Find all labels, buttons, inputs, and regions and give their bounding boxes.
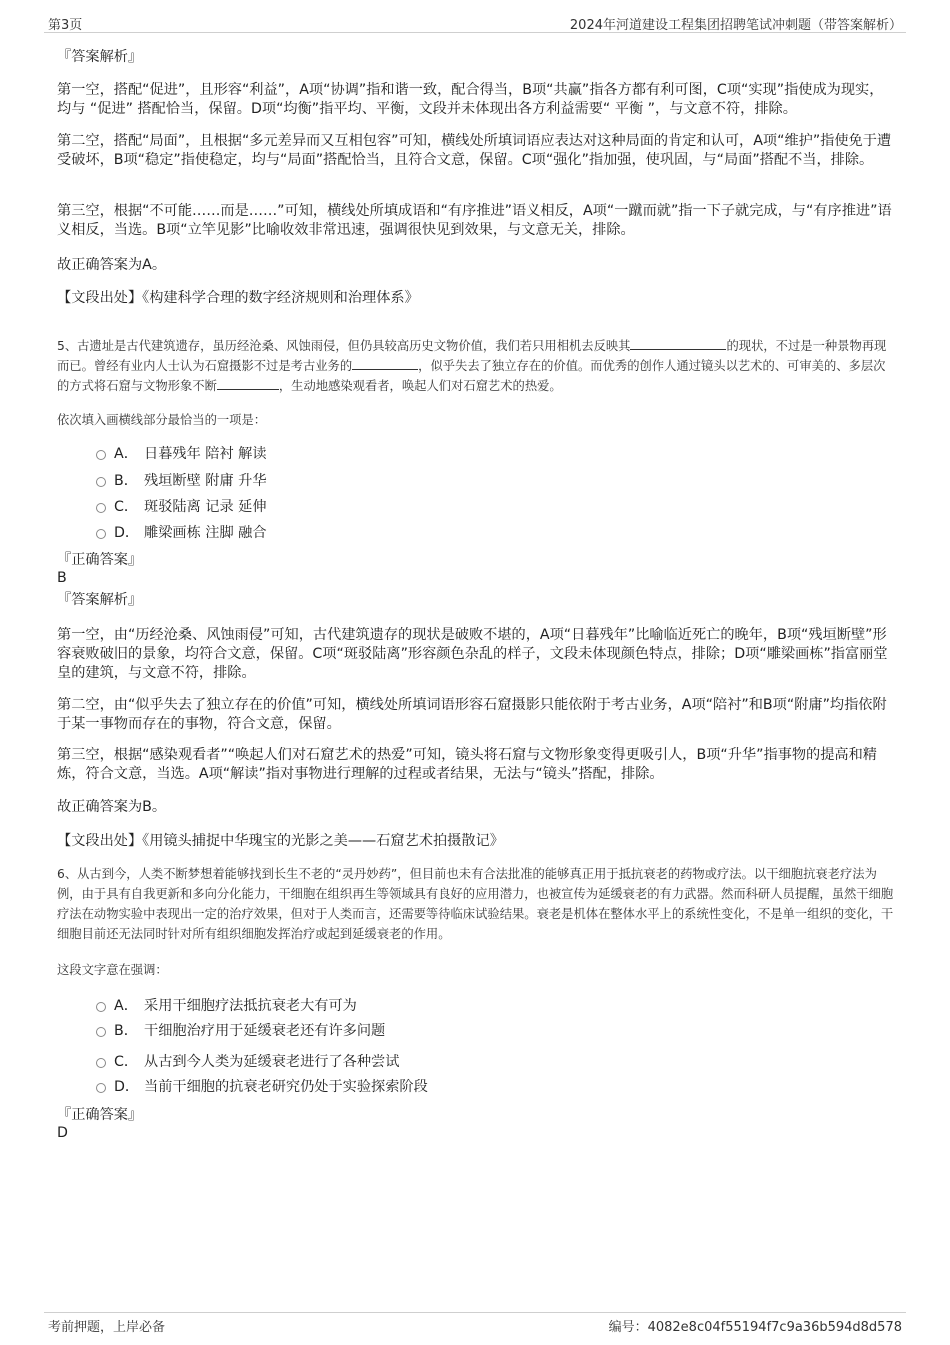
q5-analysis-label: 『答案解析』 <box>57 592 143 608</box>
q5-prompt: 依次填入画横线部分最恰当的一项是： <box>57 413 267 427</box>
q5-analysis-para3: 第三空，根据“感染观看者”“唤起人们对石窟艺术的热爱”可知，镜头将石窟与文物形象变得更吸引人，B项“升华”指事物的提高和精炼，符合文意，当选。A项“解读”指对事物进行理解的过程或者结果，无法与“镜头”搭配，排除。 <box>57 747 877 782</box>
q5-stem-part2: 的现状，不过是一种景物再现而已。曾经有业内人士认为石窟摄影不过是考古业务的 <box>57 339 887 373</box>
q5-stem <box>57 336 896 396</box>
radio-button[interactable] <box>96 503 106 513</box>
q5-answer: B <box>57 570 67 586</box>
page-header <box>44 12 906 33</box>
q4-analysis-para3: 第三空，根据“不可能……而是……”可知，横线处所填成语和“有序推进”语义相反，A项“一蹴而就”指一下子就完成，与“有序推进”语义相反，当选。B项“立竿见影”比喻收效非常迅速，强调很快见到效果，与文意无关，排除。 <box>57 203 892 238</box>
q5-analysis-para1: 第一空，由“历经沧桑、风蚀雨侵”可知，古代建筑遗存的现状是破败不堪的，A项“日暮残年”比喻临近死亡的晚年，B项“残垣断壁”形容衰败破旧的景象，均符合文意，保留。C项“斑驳陆离”形容颜色杂乱的样子，文段未体现颜色特点，排除；D项“雕梁画栋”指富丽堂皇的建筑，与文意不符，排除。 <box>57 627 888 681</box>
q5-stem-part1: 5、古遗址是古代建筑遗存，虽历经沧桑、风蚀雨侵，但仍具较高历史文物价值，我们若只用相机去反映其 <box>57 339 631 353</box>
footer-slogan: 考前押题，上岸必备 <box>48 1320 166 1335</box>
q5-source: 【文段出处】《用镜头捕捉中华瑰宝的光影之美——石窟艺术拍摄散记》 <box>57 833 504 849</box>
radio-button[interactable] <box>96 1083 106 1093</box>
radio-button[interactable] <box>96 450 106 460</box>
page-number: 第3页 <box>48 18 83 33</box>
q5-answer-label: 『正确答案』 <box>57 552 143 568</box>
code-value: 4082e8c04f55194f7c9a36b594d8d578 <box>647 1320 902 1335</box>
q6-stem: 6、从古到今，人类不断梦想着能够找到长生不老的“灵丹妙药”，但目前也未有合法批准的能够真正用于抵抗衰老的药物或疗法。以干细胞抗衰老疗法为例，由于具有自我更新和多向分化能力，干细胞在组织再生等领域具有良好的应用潜力，也被宣传为延缓衰老的有力武器。然而科研人员提醒，虽然干细胞疗法在动物实验中表现出一定的治疗效果，但对于人类而言，还需要等待临床试验结果。衰老是机体在整体水平上的系统性变化，不是单一组织的变化，干细胞目前还无法同时针对所有组织细胞发挥治疗或起到延缓衰老的作用。 <box>57 867 894 941</box>
q5-stem-part3: ，似乎失去了独立存在的价值。而优秀的创作人通过镜头以艺术的、可审美的、多层次的方式将石窟与文物形象不断 <box>57 359 886 393</box>
q6-answer: D <box>57 1125 68 1141</box>
q4-analysis-para1: 第一空，搭配“促进”，且形容“利益”，A项“协调”指和谐一致，配合得当，B项“共赢”指各方都有利可图，C项“实现”指使成为现实，均与 “促进” 搭配恰当，保留。D项“均衡”指平均、平衡，文段并未体现出各方利益需要“ 平衡 ”，与文意不符，排除。 <box>57 82 884 117</box>
radio-button[interactable] <box>96 477 106 487</box>
q5-blank-1 <box>630 336 726 350</box>
q5-analysis-para2: 第二空，由“似乎失去了独立存在的价值”可知，横线处所填词语形容石窟摄影只能依附于考古业务，A项“陪衬”和B项“附庸”均指依附于某一事物而存在的事物，符合文意，保留。 <box>57 697 887 732</box>
q5-conclusion: 故正确答案为B。 <box>57 799 167 815</box>
q5-stem-part4: ，生动地感染观看者，唤起人们对石窟艺术的热爱。 <box>278 379 562 393</box>
radio-button[interactable] <box>96 1027 106 1037</box>
page-footer <box>44 1312 906 1335</box>
q5-blank-3 <box>217 376 279 390</box>
q4-analysis-label: 『答案解析』 <box>57 49 143 65</box>
q6-prompt: 这段文字意在强调： <box>57 963 168 977</box>
q4-analysis-para2: 第二空，搭配“局面”，且根据“多元差异而又互相包容”可知，横线处所填词语应表达对这种局面的肯定和认可，A项“维护”指使免于遭受破坏，B项“稳定”指使稳定，均与“局面”搭配恰当，且符合文意，保留。C项“强化”指加强，使巩固，与“局面”搭配不当，排除。 <box>57 133 892 168</box>
q6-answer-label: 『正确答案』 <box>57 1107 143 1123</box>
document-title: 2024年河道建设工程集团招聘笔试冲刺题（带答案解析） <box>569 18 902 33</box>
q4-source: 【文段出处】《构建科学合理的数字经济规则和治理体系》 <box>57 290 419 306</box>
radio-button[interactable] <box>96 1058 106 1068</box>
code-label: 编号： <box>608 1320 648 1335</box>
q5-blank-2 <box>352 356 418 370</box>
q4-conclusion: 故正确答案为A。 <box>57 257 167 273</box>
radio-button[interactable] <box>96 529 106 539</box>
document-code <box>609 1316 902 1335</box>
radio-button[interactable] <box>96 1002 106 1012</box>
